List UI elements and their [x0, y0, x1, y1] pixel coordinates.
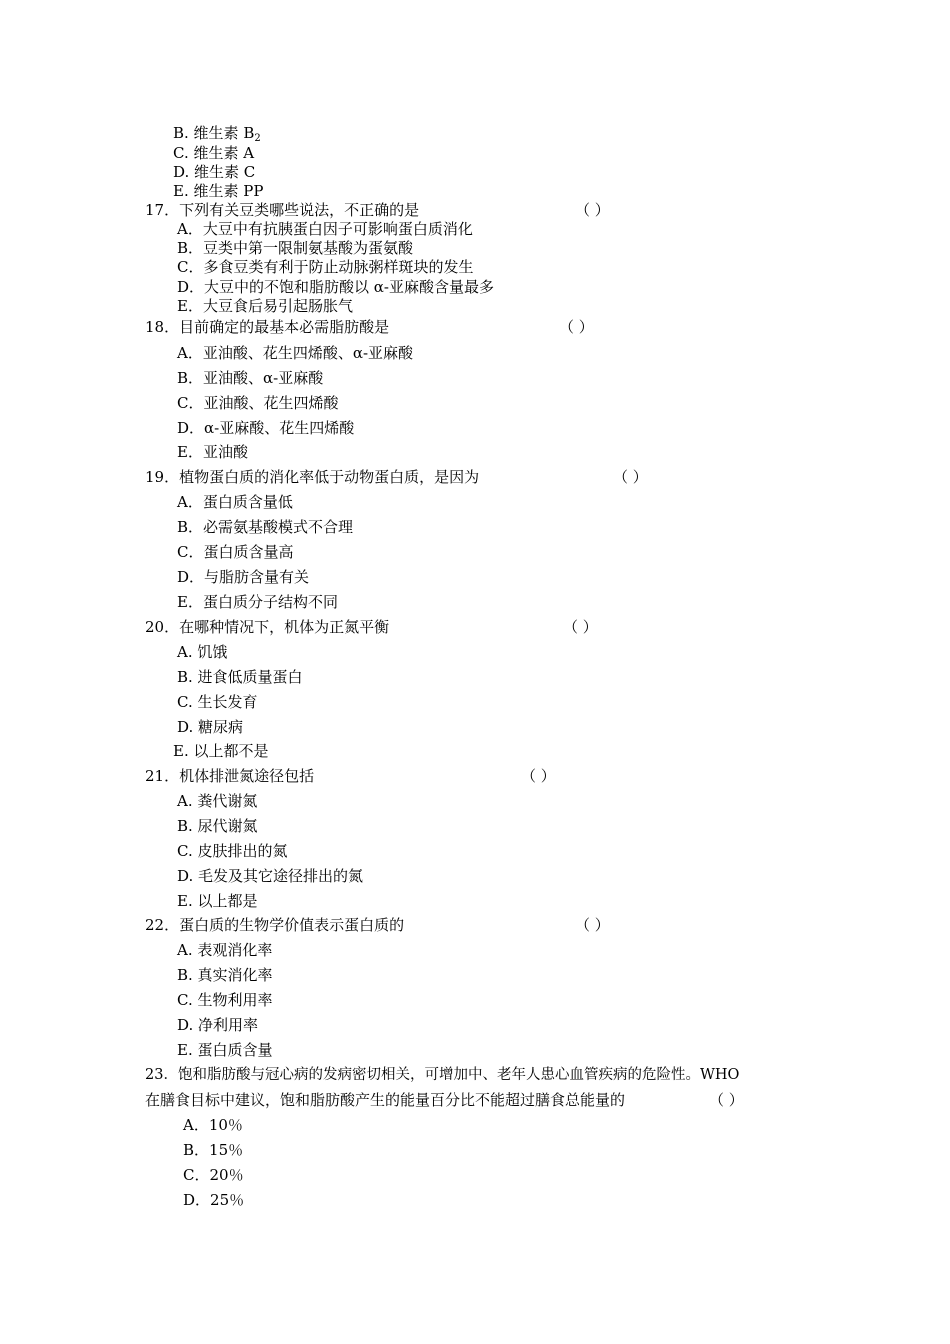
q20-answer-blank[interactable]: （ ） — [563, 618, 598, 636]
q21-stem: 21．机体排泄氮途径包括 — [145, 767, 315, 785]
q22-option-d: D. 净利用率 — [177, 1016, 259, 1034]
q22-stem: 22．蛋白质的生物学价值表示蛋白质的 — [145, 916, 405, 934]
q21-option-b: B. 尿代谢氮 — [177, 817, 258, 835]
q18-option-b: B．亚油酸、α-亚麻酸 — [177, 369, 324, 387]
q16-option-b — [173, 124, 261, 142]
q21-option-e: E. 以上都是 — [177, 892, 258, 910]
q17-option-b: B．豆类中第一限制氨基酸为蛋氨酸 — [177, 239, 414, 257]
q22-option-a: A. 表观消化率 — [177, 941, 273, 959]
q19-option-d: D．与脂肪含量有关 — [177, 568, 310, 586]
q20-option-d: D. 糖尿病 — [177, 718, 244, 736]
q18-stem: 18．目前确定的最基本必需脂肪酸是 — [145, 318, 390, 336]
q18-option-e: E．亚油酸 — [177, 443, 248, 461]
q17-option-e: E．大豆食后易引起肠胀气 — [177, 297, 353, 315]
q23-answer-blank[interactable]: （ ） — [709, 1091, 744, 1109]
q21-option-c: C. 皮肤排出的氮 — [177, 842, 288, 860]
q18-option-d: D．α-亚麻酸、花生四烯酸 — [177, 419, 355, 437]
q17-answer-blank[interactable]: （ ） — [575, 201, 610, 219]
q23-option-d: D．25％ — [183, 1191, 245, 1209]
q18-answer-blank[interactable]: （ ） — [559, 318, 594, 336]
q17-stem: 17．下列有关豆类哪些说法，不正确的是 — [145, 201, 420, 219]
q23-option-a: A．10％ — [183, 1116, 243, 1134]
q19-option-b: B．必需氨基酸模式不合理 — [177, 518, 354, 536]
q20-option-a: A. 饥饿 — [177, 643, 228, 661]
q18-option-a: A．亚油酸、花生四烯酸、α-亚麻酸 — [177, 344, 414, 362]
q18-option-c: C．亚油酸、花生四烯酸 — [177, 394, 339, 412]
q22-option-e: E. 蛋白质含量 — [177, 1041, 273, 1059]
q22-answer-blank[interactable]: （ ） — [575, 916, 610, 934]
q16-option-c: C. 维生素 A — [173, 144, 255, 162]
q17-option-d: D．大豆中的不饱和脂肪酸以 α-亚麻酸含量最多 — [177, 278, 494, 296]
q21-option-d: D. 毛发及其它途径排出的氮 — [177, 867, 364, 885]
q16-option-d: D. 维生素 C — [173, 163, 256, 181]
q20-option-c: C. 生长发育 — [177, 693, 258, 711]
q21-answer-blank[interactable]: （ ） — [521, 767, 556, 785]
q22-option-c: C. 生物利用率 — [177, 991, 273, 1009]
q22-option-b: B. 真实消化率 — [177, 966, 273, 984]
q19-option-c: C．蛋白质含量高 — [177, 543, 294, 561]
q16-option-b-subscript: 2 — [254, 133, 261, 144]
q19-stem: 19．植物蛋白质的消化率低于动物蛋白质，是因为 — [145, 468, 480, 486]
q17-option-a: A．大豆中有抗胰蛋白因子可影响蛋白质消化 — [177, 220, 473, 238]
q19-option-a: A．蛋白质含量低 — [177, 493, 293, 511]
q23-stem-line2: 在膳食目标中建议，饱和脂肪酸产生的能量百分比不能超过膳食总能量的 — [145, 1091, 626, 1109]
q19-option-e: E．蛋白质分子结构不同 — [177, 593, 338, 611]
q20-stem: 20．在哪种情况下，机体为正氮平衡 — [145, 618, 390, 636]
q21-option-a: A. 粪代谢氮 — [177, 792, 258, 810]
q16-option-e: E. 维生素 PP — [173, 182, 264, 200]
q16-option-b-text: B. 维生素 B — [173, 124, 255, 142]
q20-option-b: B. 进食低质量蛋白 — [177, 668, 303, 686]
q20-option-e: E. 以上都不是 — [173, 742, 269, 760]
q23-stem-line1: 23．饱和脂肪酸与冠心病的发病密切相关，可增加中、老年人患心血管疾病的危险性。WHO — [145, 1067, 740, 1083]
q19-answer-blank[interactable]: （ ） — [613, 468, 648, 486]
q17-option-c: C．多食豆类有利于防止动脉粥样斑块的发生 — [177, 258, 474, 276]
q23-option-c: C．20％ — [183, 1166, 244, 1184]
q23-option-b: B．15％ — [183, 1141, 244, 1159]
